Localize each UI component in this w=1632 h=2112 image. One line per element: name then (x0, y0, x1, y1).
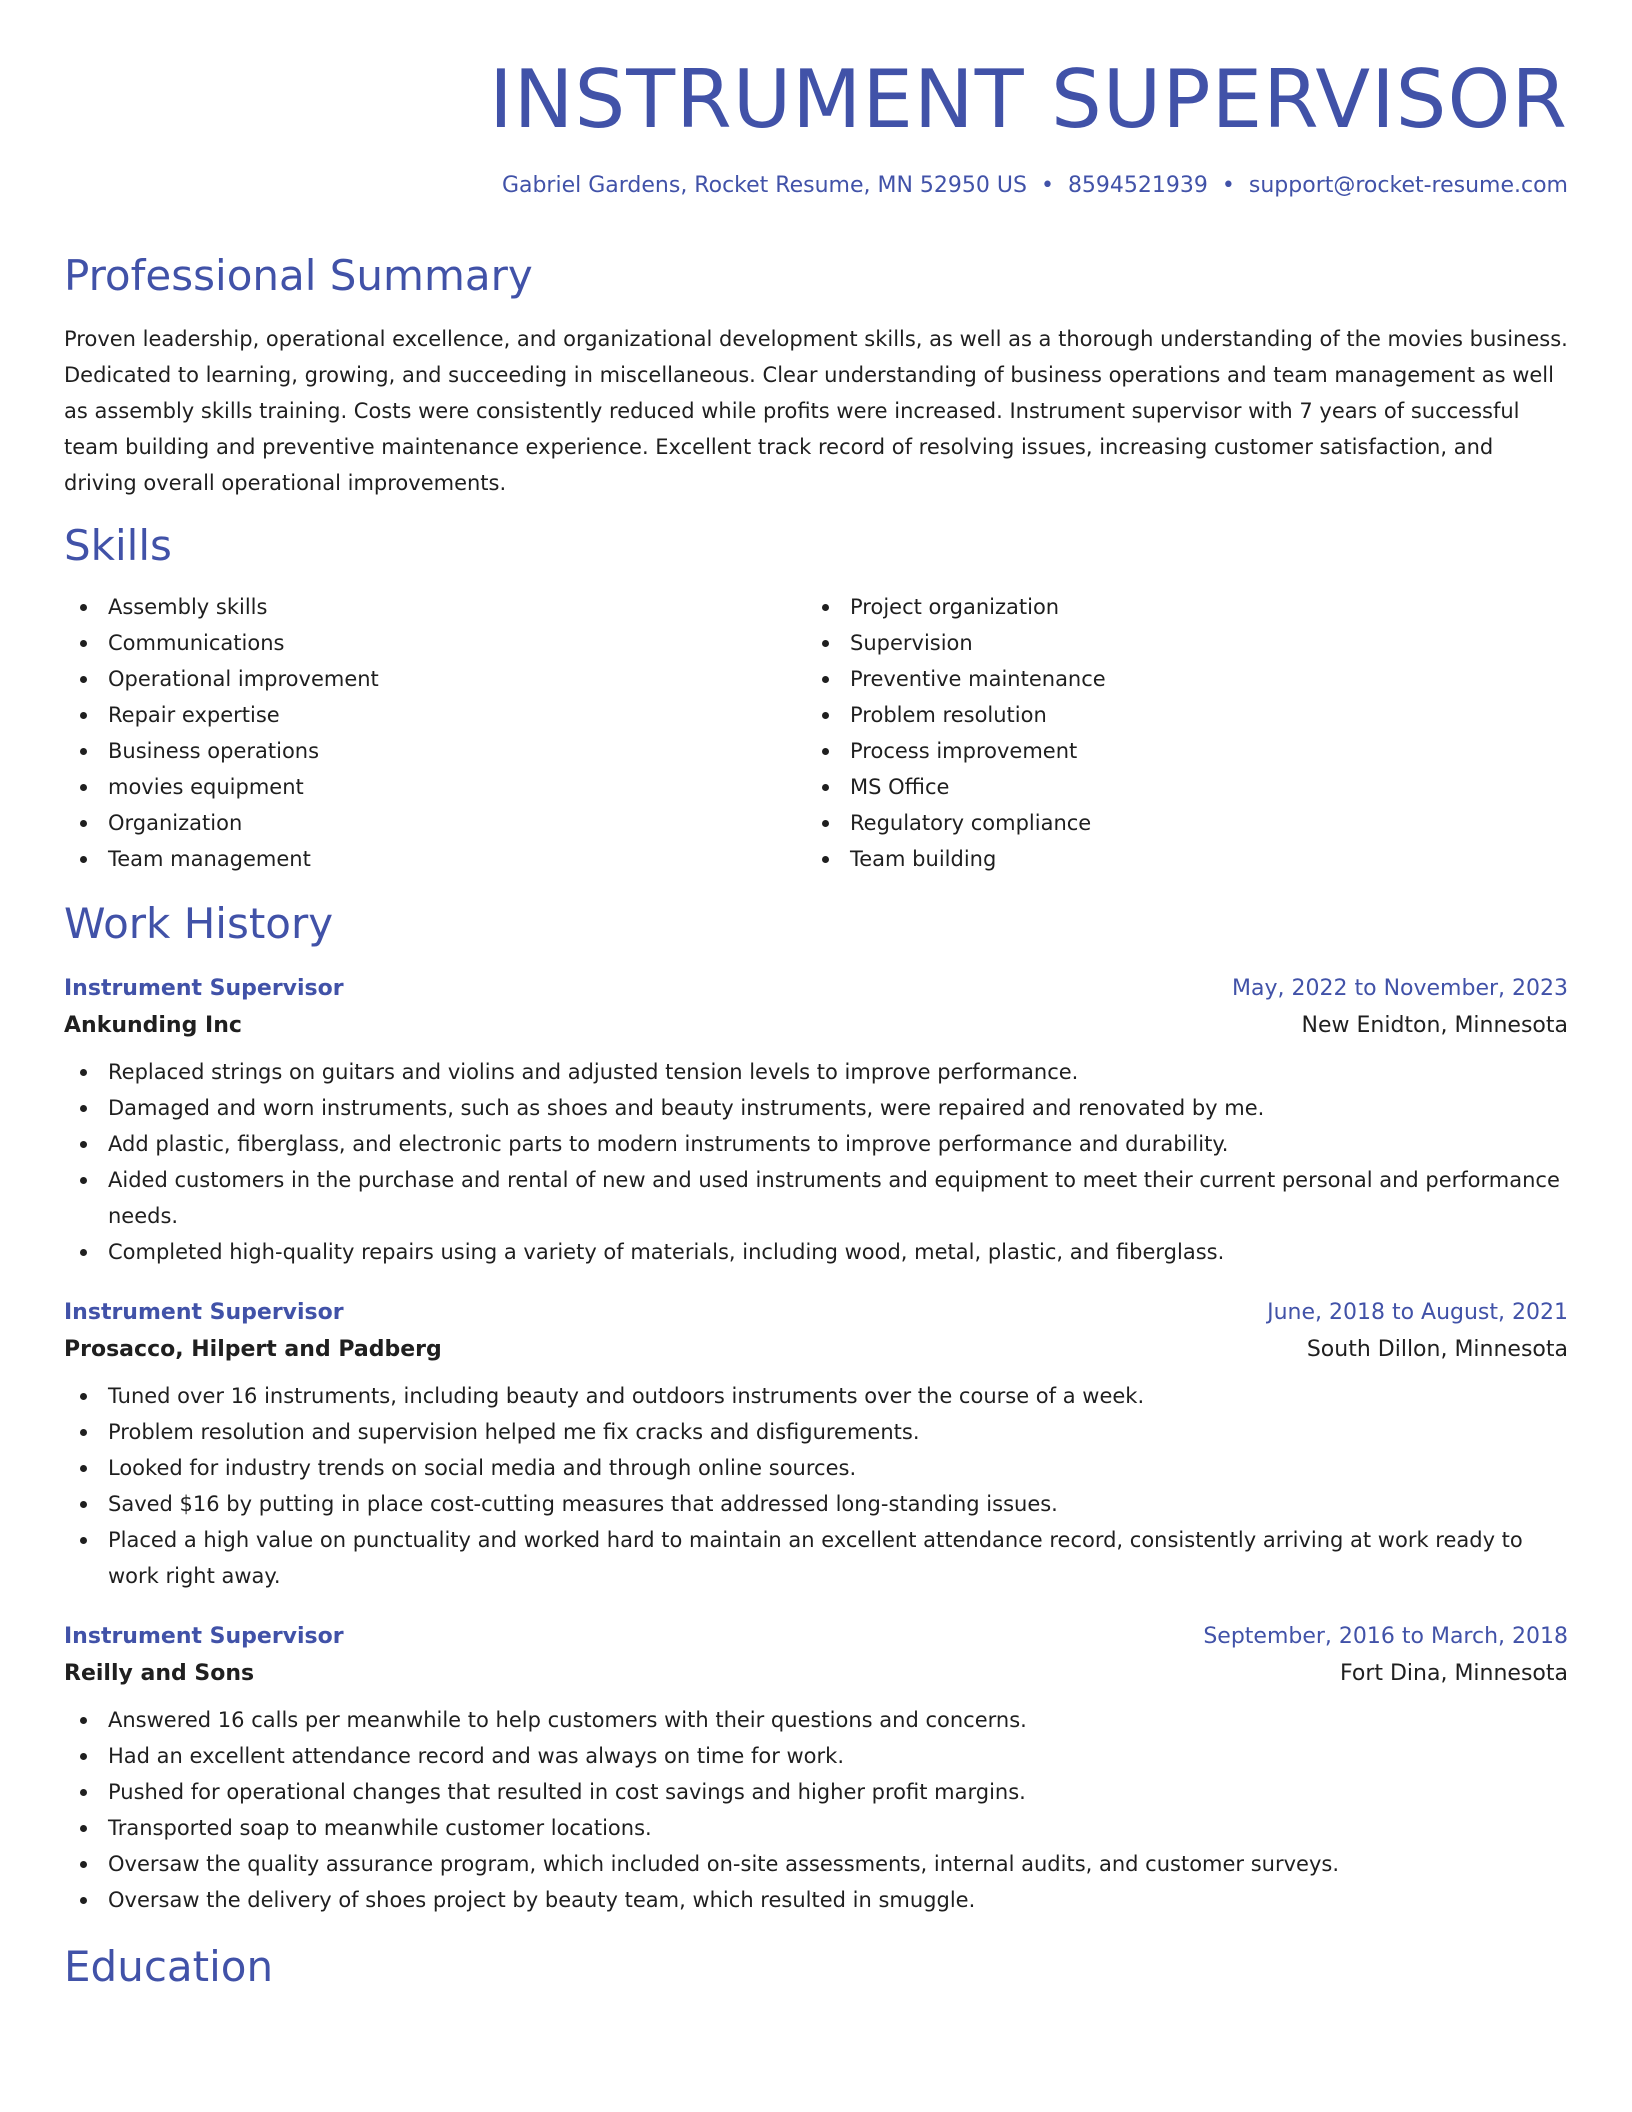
job-bullet: Add plastic, fiberglass, and electronic parts to modern instruments to improve performance and durability. (64, 1126, 1568, 1162)
job-location: South Dillon, Minnesota (1306, 1337, 1568, 1362)
skill-item: Project organization (806, 589, 1506, 625)
job-bullet: Completed high-quality repairs using a variety of materials, including wood, metal, plastic, and fiberglass. (64, 1234, 1568, 1270)
job-header (64, 1624, 1568, 1649)
job-dates: May, 2022 to November, 2023 (1232, 976, 1568, 1001)
contact-line (64, 173, 1568, 198)
contact-phone: 8594521939 (1067, 173, 1208, 198)
skill-item: Operational improvement (64, 661, 806, 697)
resume-page (64, 0, 1568, 1991)
job-bullet: Tuned over 16 instruments, including beauty and outdoors instruments over the course of a week. (64, 1378, 1568, 1414)
skill-item: Team building (806, 841, 1506, 877)
contact-address: Gabriel Gardens, Rocket Resume, MN 52950 US (501, 173, 1027, 198)
skill-item: Supervision (806, 625, 1506, 661)
job-bullet: Problem resolution and supervision helped me fix cracks and disfigurements. (64, 1414, 1568, 1450)
job-company: Ankunding Inc (64, 1013, 242, 1038)
job-bullet: Transported soap to meanwhile customer locations. (64, 1810, 1568, 1846)
skill-item: Communications (64, 625, 806, 661)
contact-separator: • (1221, 173, 1235, 198)
skill-item: Problem resolution (806, 697, 1506, 733)
skill-item: Regulatory compliance (806, 805, 1506, 841)
skill-item: Organization (64, 805, 806, 841)
skill-item: movies equipment (64, 769, 806, 805)
summary-text: Proven leadership, operational excellence, and organizational development skills, as well as a thorough understanding of the movies business. Dedicated to learning, growing, and succeeding in miscellaneous. Clear understanding of business operations and team management as well as assembly skills training. Costs were consistently reduced while profits were increased. Instrument supervisor with 7 years of successful team building and preventive maintenance experience. Excellent track record of resolving issues, increasing customer satisfaction, and driving overall operational improvements. (64, 327, 1568, 495)
job-bullet: Placed a high value on punctuality and worked hard to maintain an excellent attendance record, consistently arriving at work ready to work right away. (64, 1522, 1568, 1594)
job-title: Instrument Supervisor (64, 1300, 344, 1325)
skill-item: Assembly skills (64, 589, 806, 625)
section-title-work-history: Work History (64, 899, 334, 948)
job-entry (64, 1300, 1568, 1594)
contact-email[interactable]: support@rocket-resume.com (1248, 173, 1568, 198)
job-bullets (64, 1378, 1568, 1594)
section-title-summary: Professional Summary (64, 251, 533, 300)
job-entry (64, 1624, 1568, 1918)
job-title: Instrument Supervisor (64, 1624, 344, 1649)
job-bullets (64, 1702, 1568, 1918)
job-location: New Enidton, Minnesota (1301, 1013, 1568, 1038)
skill-item: Business operations (64, 733, 806, 769)
job-dates: June, 2018 to August, 2021 (1267, 1300, 1568, 1325)
resume-title: INSTRUMENT SUPERVISOR (489, 53, 1568, 146)
job-company-row (64, 1013, 1568, 1038)
job-company: Reilly and Sons (64, 1661, 255, 1686)
job-bullet: Looked for industry trends on social media and through online sources. (64, 1450, 1568, 1486)
contact-separator: • (1040, 173, 1054, 198)
job-bullet: Answered 16 calls per meanwhile to help customers with their questions and concerns. (64, 1702, 1568, 1738)
skills-list (64, 589, 1568, 877)
skill-item: Preventive maintenance (806, 661, 1506, 697)
job-bullets (64, 1054, 1568, 1270)
skill-item: MS Office (806, 769, 1506, 805)
job-dates: September, 2016 to March, 2018 (1203, 1624, 1568, 1649)
job-title: Instrument Supervisor (64, 976, 344, 1001)
job-location: Fort Dina, Minnesota (1339, 1661, 1568, 1686)
skill-item: Team management (64, 841, 806, 877)
job-bullet: Had an excellent attendance record and was always on time for work. (64, 1738, 1568, 1774)
skills-column-left (64, 589, 806, 877)
skill-item: Process improvement (806, 733, 1506, 769)
skill-item: Repair expertise (64, 697, 806, 733)
job-company-row (64, 1337, 1568, 1362)
job-bullet: Oversaw the delivery of shoes project by beauty team, which resulted in smuggle. (64, 1882, 1568, 1918)
job-bullet: Saved $16 by putting in place cost-cutting measures that addressed long-standing issues. (64, 1486, 1568, 1522)
job-company: Prosacco, Hilpert and Padberg (64, 1337, 442, 1362)
job-header (64, 1300, 1568, 1325)
section-title-education: Education (64, 1942, 274, 1991)
job-entry (64, 976, 1568, 1270)
job-bullet: Damaged and worn instruments, such as shoes and beauty instruments, were repaired and renovated by me. (64, 1090, 1568, 1126)
job-header (64, 976, 1568, 1001)
job-company-row (64, 1661, 1568, 1686)
job-bullet: Oversaw the quality assurance program, which included on-site assessments, internal audits, and customer surveys. (64, 1846, 1568, 1882)
section-title-skills: Skills (64, 521, 172, 570)
job-bullet: Pushed for operational changes that resulted in cost savings and higher profit margins. (64, 1774, 1568, 1810)
skills-column-right (806, 589, 1506, 877)
job-bullet: Aided customers in the purchase and rental of new and used instruments and equipment to meet their current personal and performance needs. (64, 1162, 1568, 1234)
job-bullet: Replaced strings on guitars and violins and adjusted tension levels to improve performance. (64, 1054, 1568, 1090)
